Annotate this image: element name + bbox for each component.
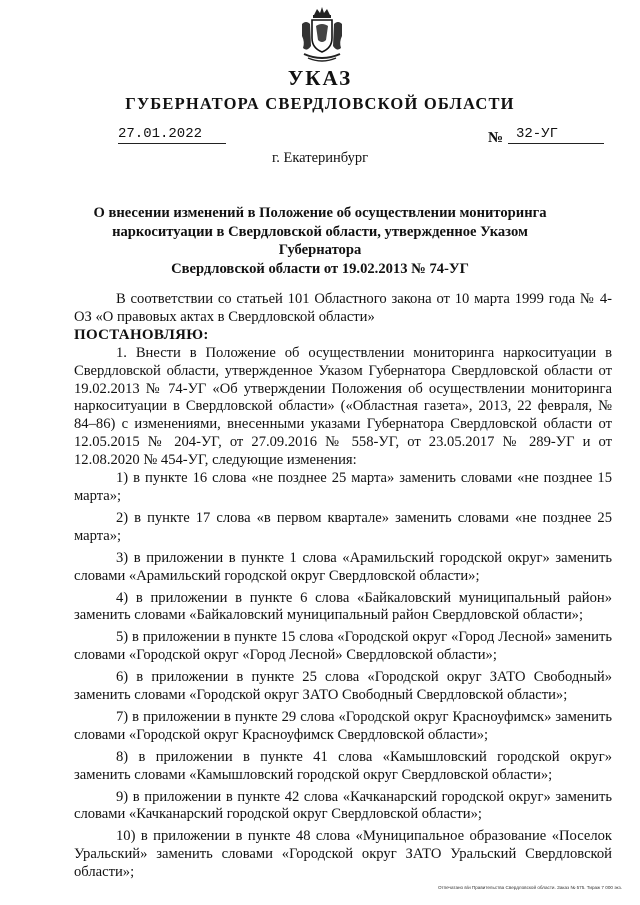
subitem-paragraph: 1) в пункте 16 слова «не позднее 25 марта» заменить словами «не позднее 15 марта»; — [74, 470, 612, 504]
subitem-paragraph: 9) в приложении в пункте 42 слова «Качканарский городской округ» заменить словами «Качканарский городской округ Свердловской области»; — [74, 788, 612, 823]
document-body — [74, 291, 612, 882]
heading-line: наркоситуации в Свердловской области, утвержденное Указом Губернатора — [112, 223, 528, 258]
item-paragraph: 1. Внести в Положение об осуществлении мониторинга наркоситуации в Свердловской области, утвержденное Указом Губернатора Свердловской области от 19.02.2013 № 74-УГ «Об утверждении Положения об осуществлении мониторинга наркоситуации в Свердловской области» («Областная газета», 2013, 22 февраля, № 84–86) с изменениями, внесенными указами Губернатора Свердловской области от 12.05.2015 № 204-УГ, от 27.09.2016 № 558-УГ, от 23.05.2017 № 289-УГ и от 12.08.2020 № 454-УГ, следующие изменения: — [74, 344, 612, 469]
subitem-paragraph: 7) в приложении в пункте 29 слова «Городской округ Красноуфимск» заменить словами «Городской округ Красноуфимск Свердловской области»; — [74, 708, 612, 743]
document-date: 27.01.2022 — [118, 126, 226, 144]
subitem-paragraph: 2) в пункте 17 слова «в первом квартале» заменить словами «не позднее 25 марта»; — [74, 509, 612, 544]
heading-line: Свердловской области от 19.02.2013 № 74-УГ — [171, 260, 469, 277]
subitem-paragraph: 10) в приложении в пункте 48 слова «Муниципальное образование «Поселок Уральский» заменить словами «Городской округ ЗАТО Уральский Свердловской области»; — [74, 828, 612, 881]
print-note: Отпечатано в/и Правительства Свердловской области. Заказ № 575. Тираж 7 000 экз. — [437, 885, 622, 890]
decree-word: ПОСТАНОВЛЯЮ: — [74, 326, 209, 343]
heading-line: О внесении изменений в Положение об осуществлении мониторинга — [93, 205, 547, 221]
subitem-paragraph: 4) в приложении в пункте 6 слова «Байкаловский муниципальный район» заменить словами «Байкаловский муниципальный район Свердловской области»; — [74, 589, 612, 624]
document-heading — [80, 204, 560, 278]
intro-paragraph: В соответствии со статьей 101 Областного закона от 10 марта 1999 года № 4-ОЗ «О правовых актах в Свердловской области» — [74, 291, 612, 325]
issue-city: г. Екатеринбург — [271, 150, 369, 166]
number-sign: № — [488, 130, 504, 146]
document-number: 32-УГ — [508, 126, 604, 144]
subitem-paragraph: 5) в приложении в пункте 15 слова «Городской округ «Город Лесной» заменить словами «Городской округ «Город Лесной» Свердловской области»; — [74, 629, 612, 664]
subitem-paragraph: 8) в приложении в пункте 41 слова «Камышловский городской округ» заменить словами «Камышловский городской округ Свердловской области»; — [74, 748, 612, 783]
subitem-paragraph: 6) в приложении в пункте 25 слова «Городской округ ЗАТО Свободный» заменить словами «Городской округ ЗАТО Свободный Свердловской области»; — [74, 669, 612, 704]
issuer-title: ГУБЕРНАТОРА СВЕРДЛОВСКОЙ ОБЛАСТИ — [125, 94, 515, 113]
coat-of-arms-icon — [298, 6, 346, 64]
document-type-title: УКАЗ — [287, 66, 353, 90]
subitem-paragraph: 3) в приложении в пункте 1 слова «Арамильский городской округ» заменить словами «Арамильский городской округ Свердловской области»; — [74, 549, 612, 584]
